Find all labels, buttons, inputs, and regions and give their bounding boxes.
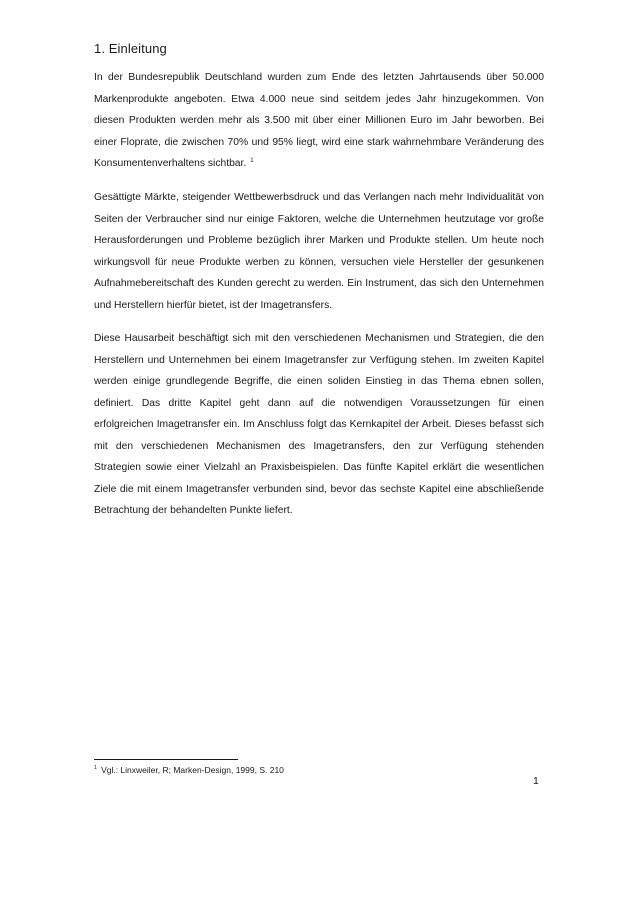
paragraph-market: Gesättigte Märkte, steigender Wettbewerbsdruck und das Verlangen nach mehr Individualität von Seiten der Verbraucher sind nur einige Faktoren, welche die Unternehmen heutzutage vor große Herausforderungen und Probleme bezüglich ihrer Marken und Produkte stellen. Um heute noch wirkungsvoll für neue Produkte werben zu können, versuchen viele Hersteller der gesunkenen Aufnahmebereitschaft des Kunden gerecht zu werden. Ein Instrument, das sich den Unternehmen und Herstellern hierfür bietet, ist der Imagetransfers. — [94, 192, 544, 311]
footnote-reference: 1 — [250, 157, 254, 164]
footnote — [94, 763, 284, 777]
paragraph-intro — [94, 67, 544, 175]
page-number: 1 — [533, 775, 539, 787]
footnote-number: 1 — [94, 765, 98, 772]
footnote-text: Vgl.: Linxweiler, R; Marken-Design, 1999, S. 210 — [101, 765, 284, 775]
chapter-heading: 1. Einleitung — [94, 41, 167, 56]
footnote-separator — [94, 759, 238, 760]
paragraph-intro-text: In der Bundesrepublik Deutschland wurden zum Ende des letzten Jahrtausends über 50.000 Markenprodukte angeboten. Etwa 4.000 neue sind seitdem jedes Jahr hinzugekommen. Von diesen Produkten werden mehr als 3.500 mit über einer Millionen Euro im Jahr beworben. Bei einer Floprate, die zwischen 70% und 95% liegt, wird eine stark wahrnehmbare Veränderung des Konsumentenverhaltens sichtbar. — [94, 72, 544, 169]
paragraph-outline: Diese Hausarbeit beschäftigt sich mit den verschiedenen Mechanismen und Strategien, die den Herstellern und Unternehmen bei einem Imagetransfer zur Verfügung stehen. Im zweiten Kapitel werden einige grundlegende Begriffe, die einen soliden Einstieg in das Thema ebnen sollen, definiert. Das dritte Kapitel geht dann auf die notwendigen Voraussetzungen für einen erfolgreichen Imagetransfer ein. Im Anschluss folgt das Kernkapitel der Arbeit. Dieses befasst sich mit den verschiedenen Mechanismen des Imagetransfers, den zur Verfügung stehenden Strategien sowie einer Vielzahl an Praxisbeispielen. Das fünfte Kapitel erklärt die wesentlichen Ziele die mit einem Imagetransfer verbunden sind, bevor das sechste Kapitel eine abschließende Betrachtung der behandelten Punkte liefert. — [94, 333, 544, 516]
